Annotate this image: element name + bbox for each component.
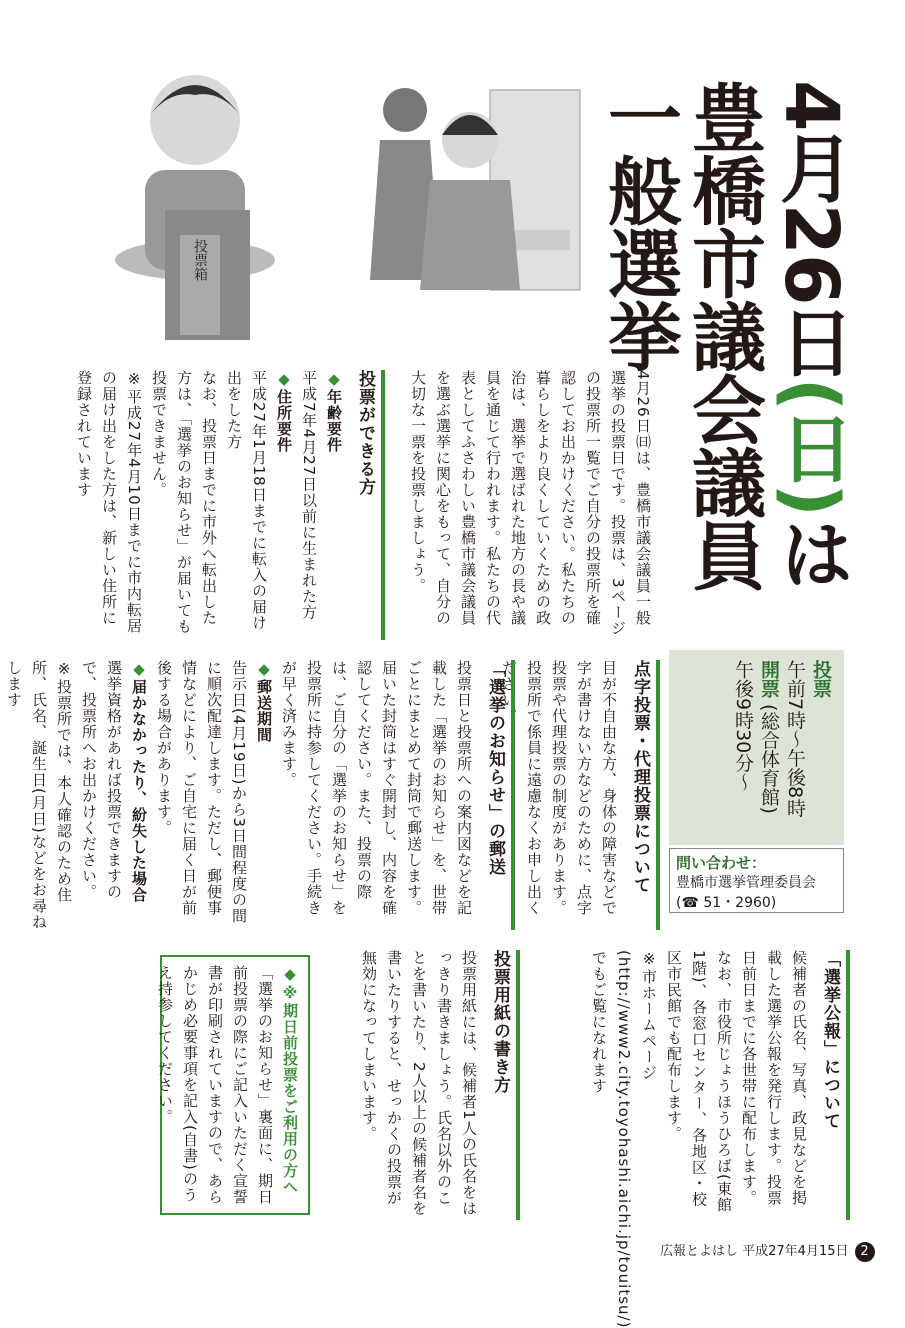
page-number: 2: [855, 1242, 875, 1262]
vote-time-box: 投票 午前7時〜午後8時 開票 (総合体育館) 午後9時30分〜: [669, 650, 844, 845]
section-mailing: 「選挙のお知らせ」の郵送 投票日と投票所への案内図などを記載した「選挙のお知らせ」を、世帯ごとにまとめて封筒で郵送します。届いた封筒はすぐ開封し、内容を確認してください。また、投票の際は、ご自分の「選挙のお知らせ」を投票所に持参してください。手続きが早く済みます。 ◆ 郵送期間 告示日(4月19日)から3日間程度の間に順次配達します。ただし、郵便事情などにより、ご自宅に届く日が前後する場合があります。 ◆ 届かなかったり、紛失した場合 選挙資格があれば投票できますので、投票所へお出かけください。 ※投票所では、本人確認のため住所、氏名、誕生日(月日)などをお尋ねします: [65, 660, 515, 930]
section-eligibility: 投票ができる方 ◆ 年齢要件 平成7年4月27日以前に生まれた方 ◆ 住所要件 平成27年1月18日までに転入の届け出をした方 なお、投票日までに市外へ転出した方は、「選挙のお知らせ」が届いても投票できません。 ※平成27年4月10日までに市内転居の届け出をした方は、新しい住所に登録されています: [65, 370, 385, 640]
footer: 広報とよはし 平成27年4月15日 2: [660, 1240, 875, 1262]
page-title: 4月26日(日)は 豊橋市議会議員一般選挙: [596, 80, 854, 591]
section-ballot-writing: 投票用紙の書き方 投票用紙には、候補者1人の氏名をはっきり書きましょう。氏名以外のことを書いたり、2人以上の候補者名を書いたりすると、せっかくの投票が無効になってしまいます。: [340, 950, 520, 1220]
contact-box: 問い合わせ： 豊橋市選挙管理委員会 (☎ 51・2960): [669, 848, 844, 913]
section-bulletin: 「選挙公報」について 候補者の氏名、写真、政見などを掲載した選挙公報を発行します。投票日前日までに各世帯に配布します。なお、市役所じょうほうひろば(東館1階)、各窓口センター、各地区・校区市民館でも配布します。 ※市ホームページ(http://www2.city.toyohashi.aichi.jp/touitsu/)でもご覧になれます: [530, 950, 850, 1220]
ballot-box-label: 投票箱: [192, 239, 208, 281]
early-voting-note: ◆ ※期日前投票をご利用の方へ 「選挙のお知らせ」裏面に、期日前投票の際にご記入いただく宣誓書が印刷されていますので、あらかじめ必要事項を記入(自書)のうえ持参してください。: [160, 955, 310, 1215]
intro-text: 4月26日㈰は、豊橋市議会議員一般選挙の投票日です。投票は、3ページの投票所一覧でご自分の投票所を確認してお出かけください。私たちの暮らしをより良くしていくための政治は、選挙で選ばれた地方の長や議員を通じて行われます。私たちの代表としてふさわしい豊橋市議会議員を選ぶ選挙に関心をもって、自分の大切な一票を投票しましょう。: [409, 370, 652, 637]
section-braille: 点字投票・代理投票について 目が不自由な方、身体の障害などで字が書けない方などのために、点字投票や代理投票の制度があります。投票所で係員に遠慮なくお申し出ください。: [520, 660, 660, 930]
voter-illustration: [110, 60, 280, 340]
booth-illustration: [360, 80, 590, 300]
